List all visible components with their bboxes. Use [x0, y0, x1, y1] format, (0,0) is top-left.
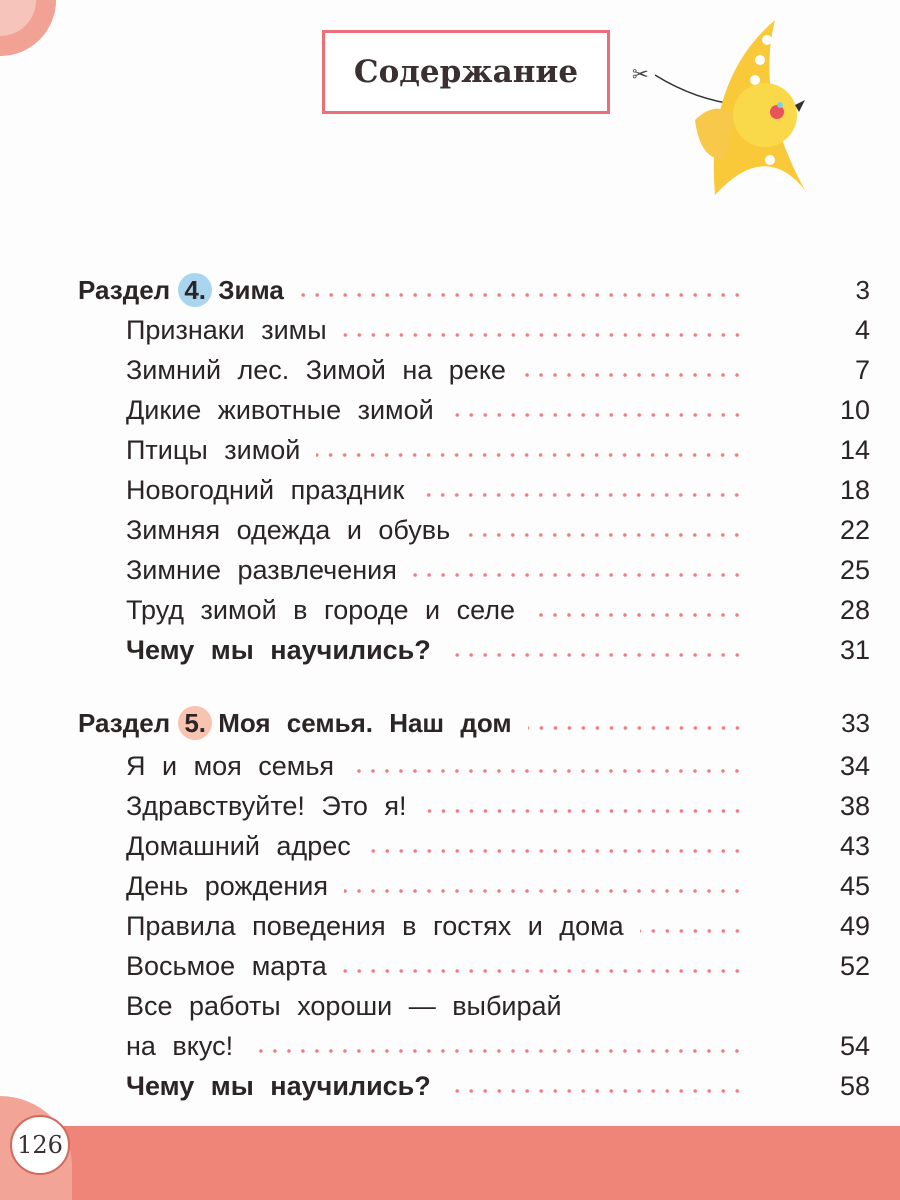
page-title-text: Содержание — [353, 54, 579, 90]
leader-dots — [450, 412, 744, 418]
page-ref: 7 — [854, 354, 870, 385]
page-ref: 18 — [839, 474, 870, 505]
toc-item[interactable] — [78, 590, 870, 630]
page-ref: 43 — [839, 830, 870, 861]
leader-dots — [522, 372, 744, 378]
leader-dots — [413, 572, 744, 578]
toc-item[interactable] — [78, 510, 870, 550]
toc-item[interactable] — [78, 786, 870, 826]
page-ref: 38 — [839, 790, 870, 821]
page-ref: 3 — [855, 274, 870, 305]
page-ref: 28 — [839, 594, 870, 625]
item-label: Птицы зимой — [126, 434, 301, 465]
leader-dots — [640, 928, 744, 934]
toc-item[interactable] — [78, 866, 870, 906]
section-number: 4. — [184, 274, 207, 305]
page-ref: 33 — [841, 707, 870, 738]
toc-item[interactable] — [78, 310, 870, 350]
corner-decoration — [0, 0, 56, 56]
page-ref: 58 — [839, 1070, 870, 1101]
section-name: Зима — [218, 274, 284, 305]
page-ref: 22 — [839, 514, 870, 545]
page-ref: 25 — [839, 554, 870, 585]
toc-item[interactable] — [78, 430, 870, 470]
leader-dots — [531, 612, 744, 618]
page-number-text: 126 — [17, 1131, 63, 1159]
leader-dots — [343, 332, 744, 338]
item-label: Дикие животные зимой — [126, 394, 434, 425]
toc-item[interactable] — [78, 350, 870, 390]
item-label: Зимняя одежда и обувь — [126, 514, 451, 545]
section-prefix: Раздел — [78, 274, 171, 305]
item-label: Труд зимой в городе и селе — [126, 594, 515, 625]
section-number-badge — [178, 706, 212, 740]
toc-item[interactable] — [78, 470, 870, 510]
item-label: Я и моя семья — [126, 750, 335, 781]
toc-item[interactable] — [78, 390, 870, 430]
leader-dots — [423, 808, 744, 814]
item-label: Новогодний праздник — [126, 474, 405, 505]
page-number — [10, 1115, 70, 1175]
toc-item-review[interactable] — [78, 630, 870, 670]
page-ref: 10 — [839, 394, 870, 425]
leader-dots — [447, 1088, 744, 1094]
toc-section-5[interactable] — [78, 700, 870, 746]
item-label: Восьмое марта — [126, 950, 327, 981]
toc-section-4[interactable] — [78, 270, 870, 310]
scissors-icon: ✂ — [632, 64, 649, 86]
page-title — [322, 30, 610, 114]
leader-dots — [343, 968, 744, 974]
section-name: Моя семья. Наш дом — [218, 707, 512, 738]
leader-dots — [344, 888, 744, 894]
leader-dots — [367, 848, 744, 854]
toc-item[interactable] — [78, 826, 870, 866]
toc-item[interactable] — [78, 906, 870, 946]
item-label: Чему мы научились? — [126, 634, 431, 665]
leader-dots — [350, 768, 744, 774]
section-number-badge — [178, 273, 212, 307]
toc-item[interactable] — [78, 746, 870, 786]
toc-item-review[interactable] — [78, 1066, 870, 1106]
toc-item[interactable] — [78, 946, 870, 986]
item-label: День рождения — [126, 870, 328, 901]
item-label: Правила поведения в гостях и дома — [126, 910, 624, 941]
item-label: Чему мы научились? — [126, 1070, 431, 1101]
item-label: Зимний лес. Зимой на реке — [126, 354, 506, 385]
page-ref: 34 — [839, 750, 870, 781]
leader-dots — [420, 492, 744, 498]
item-label: Здравствуйте! Это я! — [126, 790, 407, 821]
page-ref: 14 — [839, 434, 870, 465]
leader-dots — [528, 725, 744, 731]
item-label: Зимние развлечения — [126, 554, 397, 585]
item-label: на вкус! — [126, 1030, 234, 1061]
page-ref: 52 — [839, 950, 870, 981]
page-ref: 49 — [839, 910, 870, 941]
bird-illustration — [655, 20, 815, 195]
toc-item[interactable] — [78, 550, 870, 590]
page-ref: 45 — [839, 870, 870, 901]
toc-item-line2[interactable] — [78, 1026, 870, 1066]
section-number: 5. — [184, 707, 207, 738]
page-ref: 54 — [839, 1030, 870, 1061]
footer-band — [0, 1126, 900, 1200]
item-label: Признаки зимы — [126, 314, 327, 345]
section-prefix: Раздел — [78, 707, 171, 738]
item-label: Домашний адрес — [126, 830, 351, 861]
table-of-contents — [78, 270, 870, 1106]
leader-dots — [300, 292, 744, 298]
leader-dots — [249, 1048, 744, 1054]
page-ref: 4 — [854, 314, 870, 345]
leader-dots — [447, 652, 744, 658]
leader-dots — [316, 452, 744, 458]
leader-dots — [466, 532, 744, 538]
item-label: Все работы хороши — выбирай — [126, 990, 562, 1021]
toc-item-line1[interactable] — [78, 986, 870, 1026]
page-ref: 31 — [839, 634, 870, 665]
